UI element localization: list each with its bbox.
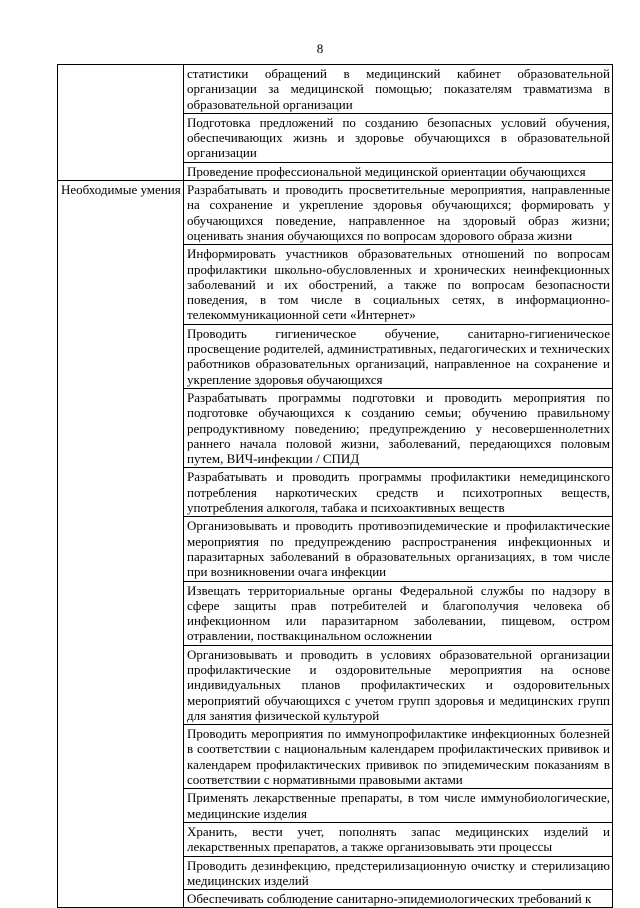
table-cell: Организовывать и проводить в условиях образовательной организации профилактические и оздоровительные мероприятия на основе индивидуальных планов профилактических и оздоровительных мероприятий обучающихся с учетом групп здоровья и медицинских групп для занятия физической культурой (184, 645, 613, 724)
section-label: Необходимые умения (58, 181, 184, 908)
table-cell: Информировать участников образовательных отношений по вопросам профилактики школьно-обусловленных и хронических неинфекционных заболеваний и их обострений, а также по вопросам безопасности поведения, в том числе в социальных сетях, в информационно-телекоммуникационной сети «Интернет» (184, 245, 613, 324)
table-cell: Извещать территориальные органы Федеральной службы по надзору в сфере защиты прав потребителей и благополучия человека об инфекционном или паразитарном заболевании, пищевом, остром отравлении, поствакцинальном осложнении (184, 581, 613, 645)
table-row (58, 65, 613, 114)
table-cell: Организовывать и проводить противоэпидемические и профилактические мероприятия по предупреждению распространения инфекционных и паразитарных заболеваний в образовательных организациях, в том числе при возникновении очага инфекции (184, 517, 613, 581)
empty-label-cell (58, 65, 184, 181)
table-cell: Разрабатывать и проводить просветительные мероприятия, направленные на сохранение и укрепление здоровья обучающихся; формировать у обучающихся поведение, направленное на здоровый образ жизни; оценивать знания обучающихся по вопросам здорового образа жизни (184, 181, 613, 245)
table-cell: Применять лекарственные препараты, в том числе иммунобиологические, медицинские изделия (184, 789, 613, 823)
table-cell: Проведение профессиональной медицинской ориентации обучающихся (184, 162, 613, 180)
table-cell: Проводить дезинфекцию, предстерилизационную очистку и стерилизацию медицинских изделий (184, 856, 613, 890)
table-cell: Проводить гигиеническое обучение, санитарно-гигиеническое просвещение родителей, административных, педагогических и технических работников образовательных организаций, направленное на сохранение и укрепление здоровья обучающихся (184, 324, 613, 388)
table-cell: Разрабатывать программы подготовки и проводить мероприятия по подготовке обучающихся к созданию семьи; обучению правильному репродуктивному поведению; предупреждению у несовершеннолетних раннего начала половой жизни, заболеваний, передающихся половым путем, ВИЧ-инфекции / СПИД (184, 388, 613, 467)
requirements-table (57, 64, 613, 908)
table-cell: Разрабатывать и проводить программы профилактики немедицинского потребления наркотических средств и психотропных веществ, употребления алкоголя, табака и психоактивных веществ (184, 468, 613, 517)
table-cell: Подготовка предложений по созданию безопасных условий обучения, обеспечивающих жизнь и здоровье обучающихся в образовательной организации (184, 113, 613, 162)
page-number: 8 (316, 41, 324, 56)
table-cell: Хранить, вести учет, пополнять запас медицинских изделий и лекарственных препаратов, а также организовывать эти процессы (184, 822, 613, 856)
table-cell: Обеспечивать соблюдение санитарно-эпидемиологических требований к (184, 890, 613, 908)
table-cell: Проводить мероприятия по иммунопрофилактике инфекционных болезней в соответствии с национальным календарем профилактических прививок и календарем профилактических прививок по эпидемическим показаниям в соответствии с нормативными правовыми актами (184, 725, 613, 789)
table-cell: статистики обращений в медицинский кабинет образовательной организации за медицинской помощью; показателям травматизма в образовательной организации (184, 65, 613, 114)
table-row (58, 181, 613, 245)
